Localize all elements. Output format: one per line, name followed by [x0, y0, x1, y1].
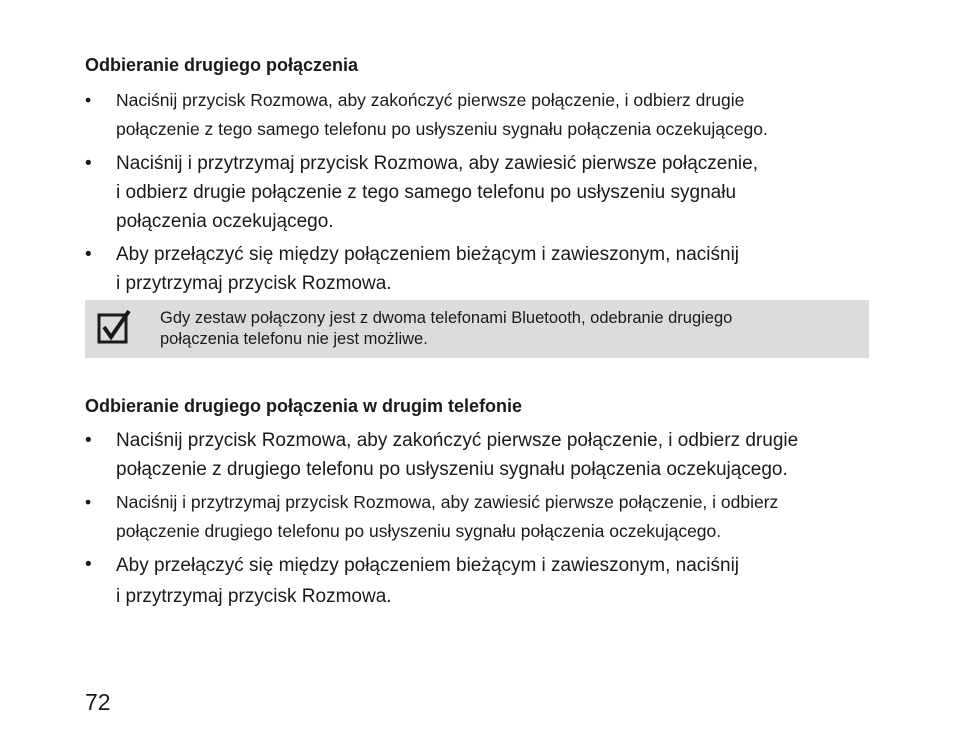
bullet-dot: •	[85, 244, 92, 265]
bullet-dot: •	[85, 554, 92, 575]
list-item-text: Naciśnij przycisk Rozmowa, aby zakończyć pierwsze połączenie, i odbierz drugie połączenie z tego samego telefonu po usłyszeniu sygnału połączenia oczekującego.	[116, 90, 768, 139]
list-item	[85, 426, 885, 484]
bullet-list-second-call	[85, 86, 885, 298]
bullet-dot: •	[85, 153, 92, 174]
list-item	[85, 240, 885, 298]
list-item-text: Naciśnij i przytrzymaj przycisk Rozmowa, aby zawiesić pierwsze połączenie, i odbierz drugie połączenie z tego samego telefonu po usłyszeniu sygnału połączenia oczekującego.	[116, 153, 758, 232]
list-item	[85, 149, 885, 236]
list-item	[85, 86, 885, 144]
page-number: 72	[85, 689, 111, 715]
list-item-text: Naciśnij przycisk Rozmowa, aby zakończyć pierwsze połączenie, i odbierz drugie połączenie z drugiego telefonu po usłyszeniu sygnału połączenia oczekującego.	[116, 430, 799, 480]
note-box	[85, 300, 869, 358]
list-item	[85, 550, 885, 612]
checkbox-check-icon	[97, 310, 131, 344]
section-heading-second-call: Odbieranie drugiego połączenia	[85, 55, 359, 75]
note-text: Gdy zestaw połączony jest z dwoma telefonami Bluetooth, odebranie drugiego połączenia telefonu nie jest możliwe.	[160, 309, 733, 348]
bullet-dot: •	[85, 492, 92, 512]
section-heading-second-phone: Odbieranie drugiego połączenia w drugim telefonie	[85, 396, 523, 416]
bullet-dot: •	[85, 90, 92, 110]
list-item-text: Aby przełączyć się między połączeniem bieżącym i zawieszonym, naciśnij i przytrzymaj przycisk Rozmowa.	[116, 244, 740, 294]
bullet-dot: •	[85, 430, 92, 451]
list-item-text: Aby przełączyć się między połączeniem bieżącym i zawieszonym, naciśnij i przytrzymaj przycisk Rozmowa.	[116, 555, 740, 607]
list-item-text: Naciśnij i przytrzymaj przycisk Rozmowa, aby zawiesić pierwsze połączenie, i odbierz połączenie drugiego telefonu po usłyszeniu sygnału połączenia oczekującego.	[116, 492, 779, 541]
bullet-list-second-phone	[85, 426, 885, 612]
list-item	[85, 488, 885, 546]
